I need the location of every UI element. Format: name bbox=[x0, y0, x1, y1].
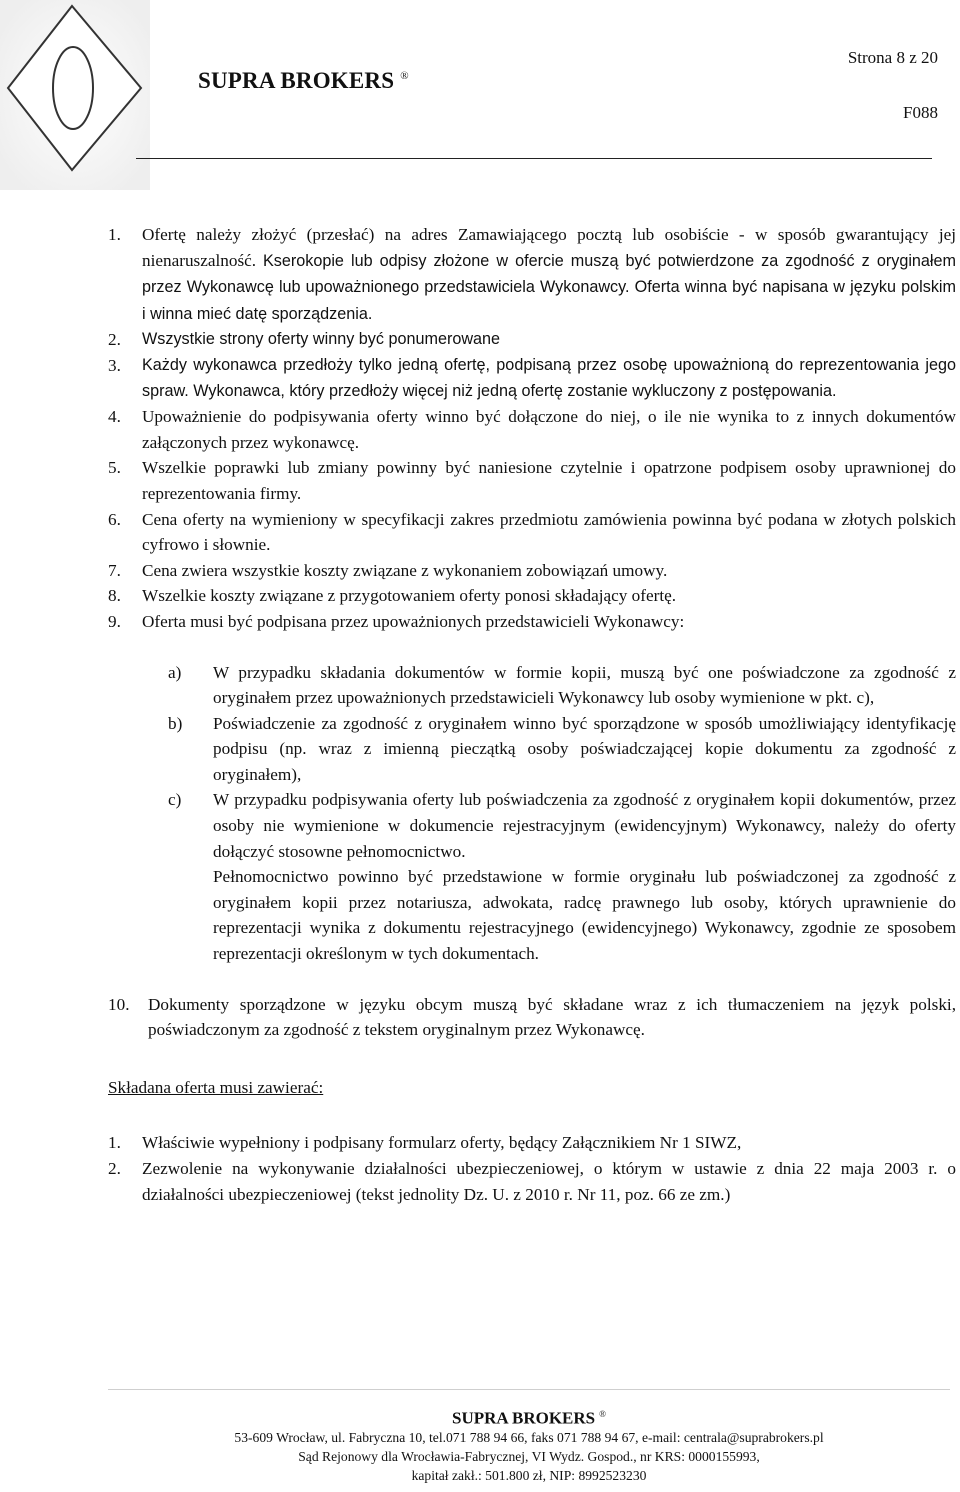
list-number: 6. bbox=[108, 509, 121, 529]
list-number: 8. bbox=[108, 586, 121, 606]
sub-list-letter: b) bbox=[168, 713, 183, 733]
list-number: 2. bbox=[108, 330, 121, 350]
footer-brand-name: SUPRA BROKERS bbox=[452, 1408, 596, 1428]
list-number: 10. bbox=[108, 994, 130, 1014]
footer-divider bbox=[108, 1389, 950, 1390]
list-item bbox=[108, 222, 956, 327]
list-item bbox=[108, 404, 956, 455]
list-text-sans: Kserokopie lub odpisy złożone w ofercie muszą być potwierdzone za zgodność z oryginałem przez Wykonawcę lub upoważnionego przedstawiciela Wykonawcy. Oferta winna być napisana w języku polskim i winna mieć datę sporządzenia. bbox=[142, 251, 957, 323]
sub-list-letter: a) bbox=[168, 662, 182, 682]
list-text: Wszystkie strony oferty winny być ponumerowane bbox=[142, 330, 501, 349]
list-text: Cena oferty na wymieniony w specyfikacji zakres przedmiotu zamówienia powinna być podana w złotych polskich cyfrowo i słownie. bbox=[142, 509, 956, 555]
list-text-serif: Ofertę należy złożyć (przesłać) na adres Zamawiającego pocztą lub osobiście - w sposób gwarantujący jej nienaruszalność. bbox=[142, 225, 956, 270]
list-text: Wszelkie poprawki lub zmiany powinny być naniesione czytelnie i opatrzone podpisem osoby uprawnionej do reprezentowania firmy. bbox=[142, 458, 956, 503]
sub-list-text-part2: Pełnomocnictwo powinno być przedstawione w formie oryginału lub poświadczonej za zgodność z oryginałem kopii przez notariusza, adwokata, radcę prawnego lub osoby, których uprawnienie do reprezentacji wynika z dokumentu rejestracyjnego (ewidencyjnego) Wykonawcy, zgodnie ze sposobem reprezentacji określonym w tych dokumentach. bbox=[213, 867, 956, 964]
list-number: 2. bbox=[108, 1159, 121, 1178]
footer-registered-mark: ® bbox=[599, 1409, 606, 1419]
list-number: 5. bbox=[108, 458, 121, 478]
list-item bbox=[108, 455, 956, 506]
list-item bbox=[108, 992, 956, 1043]
sub-list-text-part1: W przypadku podpisywania oferty lub poświadczenia za zgodność z oryginałem kopii dokumentów, przez osoby nie wymienione w dokumencie rejestracyjnym (ewidencyjnym) Wykonawcy, należy do oferty dołączyć stosowne pełnomocnictwo. bbox=[213, 790, 956, 861]
list-item bbox=[108, 609, 956, 635]
requirements-list bbox=[108, 1130, 956, 1207]
list-item bbox=[108, 558, 956, 584]
list-number: 7. bbox=[108, 560, 121, 580]
header-brand-name: SUPRA BROKERS bbox=[198, 68, 395, 93]
list-item bbox=[108, 507, 956, 558]
list-text: Każdy wykonawca przedłoży tylko jedną ofertę, podpisaną przez osobę upoważnioną do reprezentowania jego spraw. Wykonawca, który przedłoży więcej niż jedną ofertę zostanie wykluczony z postępowania. bbox=[142, 355, 956, 400]
sub-list-text bbox=[213, 787, 956, 966]
header-brand bbox=[198, 68, 409, 94]
sub-list-text: W przypadku składania dokumentów w formie kopii, muszą być one poświadczone za zgodność z oryginałem przez upoważnionych przedstawicieli Wykonawcy lub osoby wymienione w pkt. c), bbox=[213, 662, 956, 708]
list-text: Wszelkie koszty związane z przygotowaniem oferty ponosi składający ofertę. bbox=[142, 586, 677, 606]
list-number: 1. bbox=[108, 225, 121, 244]
page-number: Strona 8 z 20 bbox=[847, 48, 938, 67]
footer-registry: Sąd Rejonowy dla Wrocławia-Fabrycznej, VI Wydz. Gospod., nr KRS: 0000155993, bbox=[298, 1448, 760, 1464]
list-text: Właściwie wypełniony i podpisany formularz oferty, będący Załącznikiem Nr 1 SIWZ, bbox=[142, 1133, 742, 1153]
section-title: Składana oferta musi zawierać: bbox=[108, 1077, 324, 1097]
list-number: 4. bbox=[108, 407, 121, 427]
list-text: Upoważnienie do podpisywania oferty winno być dołączone do niej, o ile nie wynika to z innych dokumentów załączonych przez wykonawcę. bbox=[142, 407, 956, 452]
list-text: Oferta musi być podpisana przez upoważnionych przedstawicieli Wykonawcy: bbox=[142, 611, 685, 631]
list-text bbox=[142, 222, 956, 327]
sub-list-letter: c) bbox=[168, 790, 182, 810]
spacer bbox=[108, 967, 956, 992]
supra-brokers-logo bbox=[0, 0, 150, 190]
list-number: 9. bbox=[108, 611, 121, 631]
sub-list-text: Poświadczenie za zgodność z oryginałem winno być sporządzone w sposób umożliwiający identyfikację podpisu (np. wraz z imienną pieczątką osoby poświadczającej kopie dokumentu za zgodność z oryginałem), bbox=[213, 713, 956, 784]
registered-mark: ® bbox=[400, 70, 409, 83]
footer-address: 53-609 Wrocław, ul. Fabryczna 10, tel.071 788 94 66, faks 071 788 94 67, e-mail: centrala@suprabrokers.pl bbox=[234, 1429, 824, 1445]
form-code: F088 bbox=[903, 103, 938, 122]
sub-list-item bbox=[168, 787, 956, 966]
list-item bbox=[108, 1130, 956, 1156]
list-text: Cena zwiera wszystkie koszty związane z wykonaniem zobowiązań umowy. bbox=[142, 560, 668, 580]
footer-brand bbox=[108, 1405, 950, 1428]
header-divider bbox=[136, 158, 932, 159]
sub-list-item bbox=[168, 660, 956, 711]
list-item bbox=[108, 583, 956, 609]
page-footer bbox=[108, 1405, 950, 1485]
list-number: 3. bbox=[108, 355, 121, 375]
list-text: Dokumenty sporządzone w języku obcym muszą być składane wraz z ich tłumaczeniem na język polski, poświadczonym za zgodność z tekstem oryginalnym przez Wykonawcę. bbox=[148, 994, 956, 1040]
sub-list-item bbox=[168, 711, 956, 788]
list-number: 1. bbox=[108, 1133, 121, 1153]
document-body bbox=[108, 222, 956, 1207]
signature-rules-list bbox=[168, 660, 956, 967]
list-item bbox=[108, 1156, 956, 1207]
list-item bbox=[108, 353, 956, 404]
list-item bbox=[108, 327, 956, 353]
footer-capital: kapitał zakł.: 501.800 zł, NIP: 8992523230 bbox=[411, 1467, 647, 1483]
list-text: Zezwolenie na wykonywanie działalności ubezpieczeniowej, o którym w ustawie z dnia 22 maja 2003 r. o działalności ubezpieczeniowej (tekst jednolity Dz. U. z 2010 r. Nr 11, poz. 66 ze zm.) bbox=[142, 1159, 956, 1204]
